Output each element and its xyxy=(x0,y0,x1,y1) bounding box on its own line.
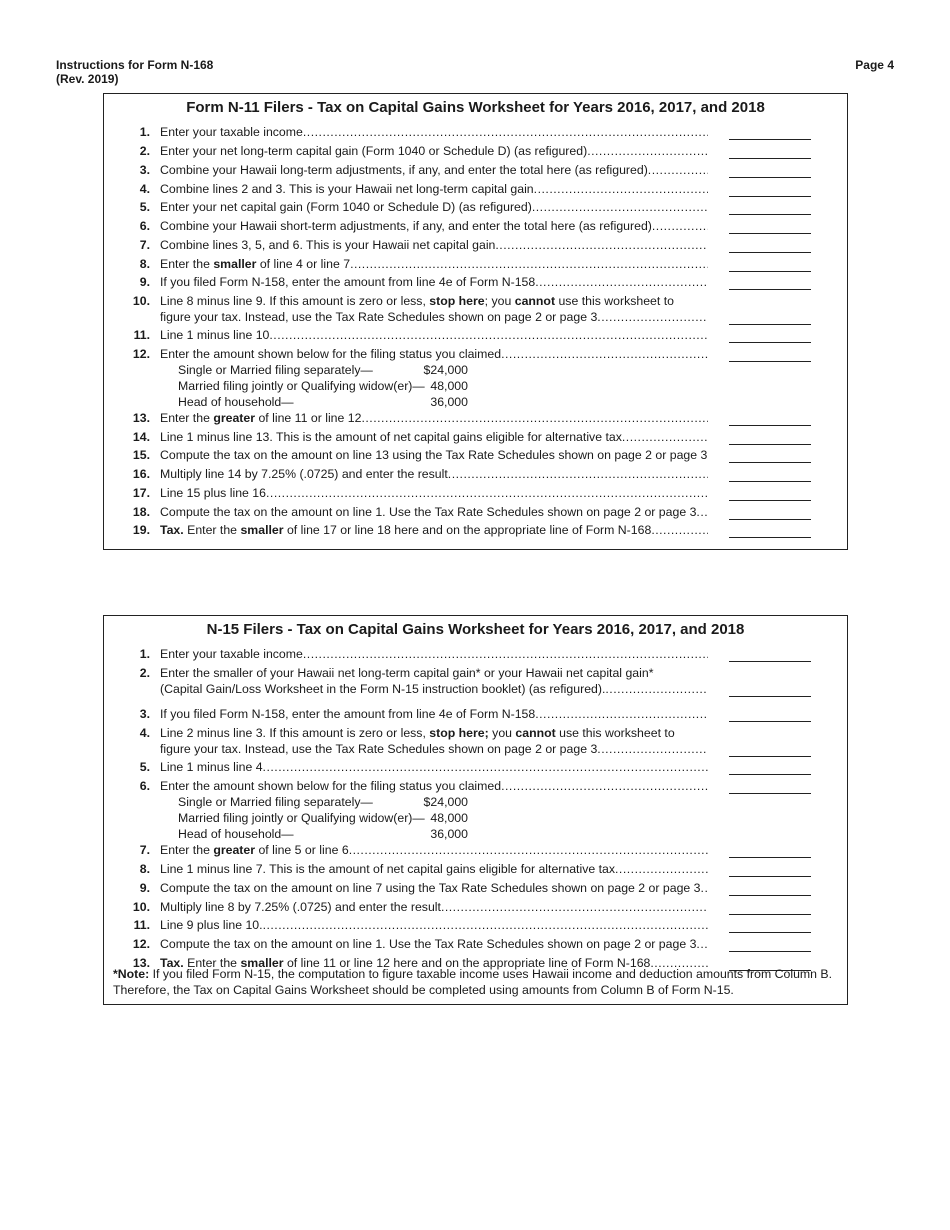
text xyxy=(160,899,441,915)
text xyxy=(160,504,696,520)
line-number: 1. xyxy=(139,125,150,139)
filing-status-amount xyxy=(160,810,708,826)
amount-entry-line[interactable] xyxy=(729,462,811,463)
leader-dots xyxy=(597,309,708,325)
line-text xyxy=(160,143,708,159)
text: of line 11 or line 12 here and on the appropriate line of Form N-168 xyxy=(283,956,651,970)
leader-dots xyxy=(605,681,708,697)
line-text-part xyxy=(160,899,708,915)
text: Line 1 minus line 13. This is the amount of net capital gains eligible for alternative tax xyxy=(160,430,622,444)
amount-entry-line[interactable] xyxy=(729,158,811,159)
bold-text: cannot xyxy=(515,726,556,740)
line-text-part xyxy=(160,346,708,362)
text: If you filed Form N-158, enter the amount from line 4e of Form N-158 xyxy=(160,275,536,289)
filing-status-amount xyxy=(160,378,708,394)
text xyxy=(160,936,696,952)
amount-entry-line[interactable] xyxy=(729,342,811,343)
amount-entry-line[interactable] xyxy=(729,774,811,775)
line-text xyxy=(160,485,708,501)
amount-entry-line[interactable] xyxy=(729,793,811,794)
line-text xyxy=(160,504,708,520)
amount-entry-line[interactable] xyxy=(729,271,811,272)
text: figure your tax. Instead, use the Tax Rate Schedules shown on page 2 or page 3 xyxy=(160,310,598,324)
line-text xyxy=(160,447,708,463)
text: Multiply line 14 by 7.25% (.0725) and enter the result xyxy=(160,467,448,481)
line-number: 11. xyxy=(133,918,150,932)
text xyxy=(160,124,303,140)
form-header xyxy=(56,58,213,86)
text xyxy=(160,162,648,178)
text xyxy=(160,842,349,858)
text xyxy=(160,880,701,896)
amount-entry-line[interactable] xyxy=(729,252,811,253)
filing-status-value: 36,000 xyxy=(430,395,468,409)
line-text-part xyxy=(160,842,708,858)
text: Line 1 minus line 10 xyxy=(160,328,270,342)
line-number: 11. xyxy=(133,328,150,342)
line-text-part xyxy=(160,162,708,178)
worksheet-n15 xyxy=(103,615,848,1005)
text xyxy=(160,410,361,426)
line-text xyxy=(160,880,708,896)
text xyxy=(160,485,266,501)
line-text xyxy=(160,162,708,178)
text: Compute the tax on the amount on line 1. Use the Tax Rate Schedules shown on page 2 or page 3 xyxy=(160,505,697,519)
text xyxy=(160,237,495,253)
worksheet-title: Form N-11 Filers - Tax on Capital Gains Worksheet for Years 2016, 2017, and 2018 xyxy=(186,99,765,116)
line-text-part xyxy=(160,237,708,253)
bold-text: smaller xyxy=(240,956,284,970)
leader-dots xyxy=(615,861,708,877)
line-text xyxy=(160,917,708,933)
filing-status-label: Married filing jointly or Qualifying widow(er)— xyxy=(178,811,425,825)
form-title: Instructions for Form N-168 xyxy=(56,58,214,72)
text: Enter your net long-term capital gain (Form 1040 or Schedule D) (as refigured) xyxy=(160,144,588,158)
line-text-part xyxy=(160,256,708,272)
line-text-part xyxy=(160,485,708,501)
text: Line 2 minus line 3. If this amount is zero or less, xyxy=(160,726,430,740)
text: ; you xyxy=(484,294,515,308)
text: use this worksheet to xyxy=(555,726,675,740)
text: of line 11 or line 12 xyxy=(255,411,362,425)
amount-entry-line[interactable] xyxy=(729,756,811,757)
amount-entry-line[interactable] xyxy=(729,139,811,140)
amount-entry-line[interactable] xyxy=(729,876,811,877)
line-text xyxy=(160,842,708,858)
line-text xyxy=(160,199,708,215)
line-text-part xyxy=(160,218,708,234)
line-text xyxy=(160,936,708,952)
line-text xyxy=(160,237,708,253)
leader-dots xyxy=(361,410,708,426)
line-text xyxy=(160,725,708,757)
text xyxy=(160,429,622,445)
note-text: If you filed Form N-15, the computation to figure taxable income uses Hawaii income and deduction amounts from Column B. Therefore, the Tax on Capital Gains Worksheet should be completed using amounts from Column B of Form N-15. xyxy=(113,967,833,997)
filing-status-value: 48,000 xyxy=(430,379,468,393)
line-text-part xyxy=(160,741,708,757)
filing-status-value: 48,000 xyxy=(430,811,468,825)
amount-entry-line[interactable] xyxy=(729,932,811,933)
text xyxy=(160,274,535,290)
bold-text: greater xyxy=(213,843,256,857)
line-text-part xyxy=(160,646,708,662)
line-number: 3. xyxy=(139,163,150,177)
line-text-part xyxy=(160,917,708,933)
line-text-part xyxy=(160,504,708,520)
filing-status-value: $24,000 xyxy=(423,795,468,809)
leader-dots xyxy=(501,346,708,362)
filing-status-amount xyxy=(160,394,708,410)
line-number: 4. xyxy=(139,182,150,196)
text: Line 1 minus line 7. This is the amount of net capital gains eligible for alternative tax xyxy=(160,862,616,876)
leader-dots xyxy=(263,759,708,775)
bold-text: smaller xyxy=(240,523,284,537)
bold-text: greater xyxy=(213,411,256,425)
text xyxy=(160,143,587,159)
text: (Capital Gain/Loss Worksheet in the Form N-15 instruction booklet) (as refigured). xyxy=(160,682,606,696)
line-text xyxy=(160,646,708,662)
amount-entry-line[interactable] xyxy=(729,696,811,697)
leader-dots xyxy=(441,899,708,915)
line-text-part xyxy=(160,466,708,482)
line-text-part xyxy=(160,143,708,159)
bold-text: stop here; xyxy=(429,726,489,740)
amount-entry-line[interactable] xyxy=(729,289,811,290)
line-text xyxy=(160,778,708,842)
text: Enter the xyxy=(183,956,241,970)
line-text xyxy=(160,327,708,343)
text xyxy=(160,646,303,662)
line-number: 13. xyxy=(132,956,150,970)
text xyxy=(160,778,501,794)
filing-status-label: Single or Married filing separately— xyxy=(178,795,373,809)
leader-dots xyxy=(349,842,708,858)
line-text-part xyxy=(160,725,708,741)
leader-dots xyxy=(535,706,708,722)
text xyxy=(160,466,448,482)
line-number: 17. xyxy=(132,486,150,500)
leader-dots xyxy=(448,466,708,482)
line-text xyxy=(160,706,708,722)
line-text xyxy=(160,665,708,697)
text: Enter the amount shown below for the filing status you claimed xyxy=(160,779,502,793)
text: Line 1 minus line 4 xyxy=(160,760,263,774)
line-text xyxy=(160,274,708,290)
text: Multiply line 8 by 7.25% (.0725) and enter the result xyxy=(160,900,441,914)
line-text-part xyxy=(160,706,708,722)
line-text-part xyxy=(160,274,708,290)
line-text xyxy=(160,410,708,426)
line-number: 6. xyxy=(139,779,150,793)
bold-text: Tax. xyxy=(160,523,184,537)
amount-entry-line[interactable] xyxy=(729,914,811,915)
text xyxy=(160,218,652,234)
amount-entry-line[interactable] xyxy=(729,721,811,722)
line-text-part xyxy=(160,759,708,775)
text: Combine lines 2 and 3. This is your Hawaii net long-term capital gain xyxy=(160,182,534,196)
leader-dots xyxy=(701,880,708,896)
text: you xyxy=(488,726,516,740)
filing-status-label: Head of household— xyxy=(178,395,294,409)
line-number: 12. xyxy=(132,937,150,951)
filing-status-amount xyxy=(160,362,708,378)
line-number: 9. xyxy=(139,881,150,895)
line-text-part xyxy=(160,429,708,445)
text xyxy=(160,861,615,877)
text: Line 8 minus line 9. If this amount is zero or less, xyxy=(160,294,430,308)
text: Combine your Hawaii short-term adjustments, if any, and enter the total here (as refigured) xyxy=(160,219,652,233)
leader-dots xyxy=(303,646,708,662)
text: Combine your Hawaii long-term adjustments, if any, and enter the total here (as refigured) xyxy=(160,163,648,177)
text: of line 5 or line 6 xyxy=(255,843,349,857)
text xyxy=(160,447,707,463)
leader-dots xyxy=(263,917,708,933)
line-number: 7. xyxy=(139,238,150,252)
line-text-part xyxy=(160,124,708,140)
amount-entry-line[interactable] xyxy=(729,177,811,178)
text: Enter the xyxy=(160,411,214,425)
line-text-part xyxy=(160,327,708,343)
line-number: 1. xyxy=(139,647,150,661)
amount-entry-line[interactable] xyxy=(729,214,811,215)
leader-dots xyxy=(696,504,708,520)
line-text xyxy=(160,346,708,410)
text: Compute the tax on the amount on line 13 using the Tax Rate Schedules shown on page 2 or page 3 xyxy=(160,448,708,462)
amount-entry-line[interactable] xyxy=(729,481,811,482)
line-text-part: Enter the smaller of your Hawaii net long-term capital gain* or your Hawaii net capital gain* xyxy=(160,666,654,680)
text xyxy=(160,327,269,343)
bold-text: cannot xyxy=(514,294,556,308)
line-text-part xyxy=(160,410,708,426)
line-text-part xyxy=(160,293,708,309)
text: Enter your net capital gain (Form 1040 or Schedule D) (as refigured) xyxy=(160,200,532,214)
line-text xyxy=(160,466,708,482)
filing-status-value: 36,000 xyxy=(430,827,468,841)
filing-status-amount xyxy=(160,794,708,810)
text xyxy=(160,917,263,933)
revision-label: (Rev. 2019) xyxy=(56,72,119,86)
text: Line 9 plus line 10. xyxy=(160,918,263,932)
text xyxy=(160,522,651,538)
line-text xyxy=(160,181,708,197)
line-text xyxy=(160,256,708,272)
line-text-part xyxy=(160,181,708,197)
line-text xyxy=(160,218,708,234)
leader-dots xyxy=(696,936,708,952)
leader-dots xyxy=(651,522,708,538)
leader-dots xyxy=(269,327,708,343)
line-text xyxy=(160,522,708,538)
note-label: *Note: xyxy=(113,967,150,981)
line-text xyxy=(160,124,708,140)
text: Enter your taxable income xyxy=(160,647,303,661)
amount-entry-line[interactable] xyxy=(729,425,811,426)
line-text-part xyxy=(160,936,708,952)
text xyxy=(160,346,501,362)
text: Enter the xyxy=(160,257,214,271)
line-number: 13. xyxy=(132,411,150,425)
text: If you filed Form N-158, enter the amount from line 4e of Form N-158 xyxy=(160,707,536,721)
line-text-part xyxy=(160,447,708,463)
amount-entry-line[interactable] xyxy=(729,537,811,538)
leader-dots xyxy=(501,778,708,794)
amount-entry-line[interactable] xyxy=(729,661,811,662)
line-number: 3. xyxy=(139,707,150,721)
amount-entry-line[interactable] xyxy=(729,444,811,445)
text: Enter your taxable income xyxy=(160,125,303,139)
line-text-part xyxy=(160,778,708,794)
line-number: 14. xyxy=(132,430,150,444)
line-text-part xyxy=(160,199,708,215)
text: of line 4 or line 7 xyxy=(256,257,351,271)
line-number: 5. xyxy=(139,760,150,774)
line-text-part xyxy=(160,861,708,877)
leader-dots xyxy=(535,274,708,290)
footnote xyxy=(113,966,841,998)
line-number: 19. xyxy=(132,523,150,537)
leader-dots xyxy=(266,485,708,501)
text: figure your tax. Instead, use the Tax Rate Schedules shown on page 2 or page 3 xyxy=(160,742,598,756)
line-number: 7. xyxy=(139,843,150,857)
line-text xyxy=(160,899,708,915)
line-number: 2. xyxy=(139,144,150,158)
line-text-part xyxy=(160,309,708,325)
bold-text: stop here xyxy=(429,294,485,308)
text: Line 15 plus line 16 xyxy=(160,486,266,500)
line-text xyxy=(160,861,708,877)
filing-status-label: Married filing jointly or Qualifying widow(er)— xyxy=(178,379,425,393)
page-number: Page 4 xyxy=(855,58,894,72)
text xyxy=(160,759,263,775)
line-number: 15. xyxy=(132,448,150,462)
text: Enter the xyxy=(183,523,241,537)
line-number: 6. xyxy=(139,219,150,233)
line-text-part xyxy=(160,681,708,697)
leader-dots xyxy=(597,741,708,757)
text: Enter the xyxy=(160,843,214,857)
leader-dots xyxy=(532,199,708,215)
text: Compute the tax on the amount on line 1. Use the Tax Rate Schedules shown on page 2 or page 3 xyxy=(160,937,697,951)
text: of line 17 or line 18 here and on the appropriate line of Form N-168 xyxy=(283,523,652,537)
text xyxy=(160,181,534,197)
filing-status-label: Head of household— xyxy=(178,827,294,841)
filing-status-label: Single or Married filing separately— xyxy=(178,363,373,377)
text: Compute the tax on the amount on line 7 using the Tax Rate Schedules shown on page 2 or page 3 xyxy=(160,881,701,895)
line-number: 10. xyxy=(132,294,150,308)
text xyxy=(160,706,535,722)
leader-dots xyxy=(495,237,708,253)
text xyxy=(160,199,532,215)
line-number: 10. xyxy=(132,900,150,914)
line-text xyxy=(160,293,708,325)
amount-entry-line[interactable] xyxy=(729,500,811,501)
line-number: 9. xyxy=(139,275,150,289)
text xyxy=(160,256,350,272)
worksheet-n11 xyxy=(103,93,848,550)
text: Enter the amount shown below for the filing status you claimed xyxy=(160,347,502,361)
amount-entry-line[interactable] xyxy=(729,361,811,362)
line-text-part xyxy=(160,522,708,538)
bold-text: smaller xyxy=(213,257,257,271)
amount-entry-line[interactable] xyxy=(729,857,811,858)
leader-dots xyxy=(648,162,708,178)
amount-entry-line[interactable] xyxy=(729,951,811,952)
text: Combine lines 3, 5, and 6. This is your Hawaii net capital gain xyxy=(160,238,496,252)
amount-entry-line[interactable] xyxy=(729,519,811,520)
line-number: 4. xyxy=(139,726,150,740)
line-number: 5. xyxy=(139,200,150,214)
line-number: 18. xyxy=(132,505,150,519)
leader-dots xyxy=(622,429,708,445)
line-number: 8. xyxy=(139,257,150,271)
line-number: 8. xyxy=(139,862,150,876)
leader-dots xyxy=(534,181,708,197)
amount-entry-line[interactable] xyxy=(729,196,811,197)
line-text xyxy=(160,759,708,775)
filing-status-amount xyxy=(160,826,708,842)
worksheet-title: N-15 Filers - Tax on Capital Gains Worksheet for Years 2016, 2017, and 2018 xyxy=(206,621,745,638)
line-number: 16. xyxy=(132,467,150,481)
line-number: 12. xyxy=(132,347,150,361)
leader-dots xyxy=(587,143,708,159)
line-text xyxy=(160,429,708,445)
amount-entry-line[interactable] xyxy=(729,895,811,896)
leader-dots xyxy=(652,218,708,234)
text: use this worksheet to xyxy=(555,294,674,308)
line-text-part xyxy=(160,880,708,896)
leader-dots xyxy=(350,256,708,272)
bold-text: Tax. xyxy=(160,956,184,970)
amount-entry-line[interactable] xyxy=(729,233,811,234)
leader-dots xyxy=(707,447,708,463)
leader-dots xyxy=(303,124,708,140)
line-number: 2. xyxy=(139,666,150,680)
amount-entry-line[interactable] xyxy=(729,324,811,325)
filing-status-value: $24,000 xyxy=(423,363,468,377)
